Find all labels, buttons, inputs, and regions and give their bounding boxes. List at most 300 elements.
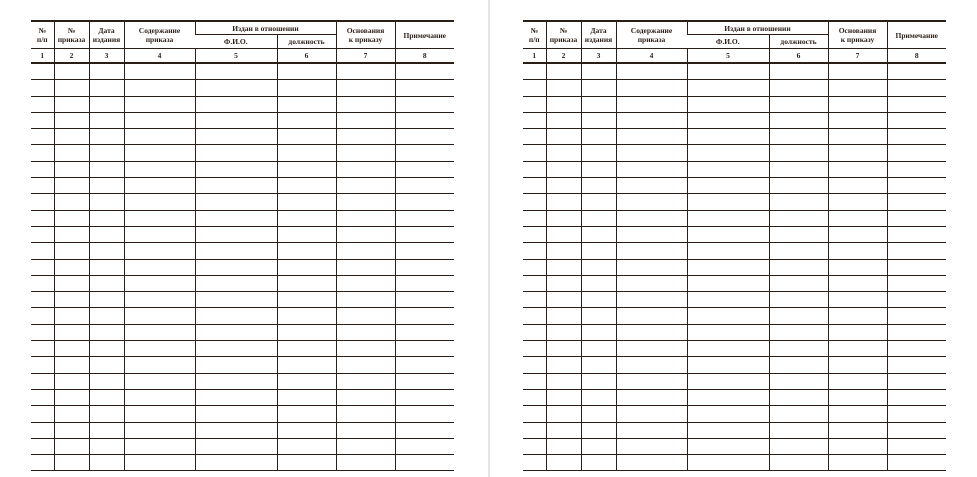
table-cell[interactable] (828, 275, 887, 291)
table-cell[interactable] (277, 292, 336, 308)
table-cell[interactable] (31, 226, 54, 242)
table-cell[interactable] (769, 210, 828, 226)
table-cell[interactable] (336, 161, 395, 177)
table-cell[interactable] (769, 275, 828, 291)
table-cell[interactable] (195, 80, 277, 96)
table-cell[interactable] (769, 96, 828, 112)
table-cell[interactable] (124, 341, 195, 357)
table-cell[interactable] (395, 275, 454, 291)
table-cell[interactable] (195, 357, 277, 373)
table-cell[interactable] (616, 406, 687, 422)
table-cell[interactable] (89, 438, 124, 454)
table-cell[interactable] (31, 455, 54, 471)
table-cell[interactable] (581, 226, 616, 242)
table-cell[interactable] (336, 406, 395, 422)
table-cell[interactable] (887, 178, 946, 194)
table-cell[interactable] (31, 389, 54, 405)
table-cell[interactable] (523, 145, 546, 161)
table-cell[interactable] (336, 178, 395, 194)
table-cell[interactable] (581, 129, 616, 145)
table-cell[interactable] (336, 63, 395, 80)
table-cell[interactable] (769, 406, 828, 422)
table-cell[interactable] (546, 357, 581, 373)
table-cell[interactable] (195, 259, 277, 275)
table-cell[interactable] (195, 129, 277, 145)
table-cell[interactable] (124, 373, 195, 389)
table-cell[interactable] (887, 455, 946, 471)
table-cell[interactable] (546, 161, 581, 177)
table-cell[interactable] (687, 389, 769, 405)
table-cell[interactable] (887, 210, 946, 226)
table-cell[interactable] (336, 438, 395, 454)
table-cell[interactable] (336, 210, 395, 226)
table-cell[interactable] (887, 129, 946, 145)
table-cell[interactable] (195, 178, 277, 194)
table-cell[interactable] (687, 455, 769, 471)
table-cell[interactable] (546, 80, 581, 96)
table-cell[interactable] (546, 194, 581, 210)
table-cell[interactable] (395, 161, 454, 177)
table-cell[interactable] (616, 341, 687, 357)
table-cell[interactable] (31, 422, 54, 438)
table-cell[interactable] (887, 357, 946, 373)
table-cell[interactable] (336, 96, 395, 112)
table-cell[interactable] (336, 455, 395, 471)
table-cell[interactable] (395, 455, 454, 471)
table-cell[interactable] (54, 292, 89, 308)
table-cell[interactable] (581, 145, 616, 161)
table-cell[interactable] (277, 178, 336, 194)
table-cell[interactable] (887, 308, 946, 324)
table-cell[interactable] (54, 194, 89, 210)
table-cell[interactable] (395, 341, 454, 357)
table-cell[interactable] (616, 292, 687, 308)
table-cell[interactable] (581, 194, 616, 210)
table-cell[interactable] (124, 96, 195, 112)
table-cell[interactable] (581, 455, 616, 471)
table-cell[interactable] (89, 210, 124, 226)
table-cell[interactable] (195, 292, 277, 308)
table-cell[interactable] (616, 145, 687, 161)
table-cell[interactable] (523, 389, 546, 405)
table-cell[interactable] (546, 438, 581, 454)
table-cell[interactable] (687, 324, 769, 340)
table-cell[interactable] (687, 259, 769, 275)
table-cell[interactable] (887, 373, 946, 389)
table-cell[interactable] (395, 226, 454, 242)
table-cell[interactable] (277, 194, 336, 210)
table-cell[interactable] (769, 129, 828, 145)
table-cell[interactable] (89, 341, 124, 357)
table-cell[interactable] (581, 373, 616, 389)
table-cell[interactable] (687, 129, 769, 145)
table-cell[interactable] (195, 112, 277, 128)
table-cell[interactable] (769, 357, 828, 373)
table-cell[interactable] (616, 373, 687, 389)
table-cell[interactable] (54, 357, 89, 373)
table-cell[interactable] (769, 292, 828, 308)
table-cell[interactable] (523, 308, 546, 324)
table-cell[interactable] (54, 161, 89, 177)
table-cell[interactable] (89, 308, 124, 324)
table-cell[interactable] (828, 324, 887, 340)
table-cell[interactable] (395, 96, 454, 112)
table-cell[interactable] (195, 341, 277, 357)
table-cell[interactable] (523, 129, 546, 145)
table-cell[interactable] (546, 422, 581, 438)
table-cell[interactable] (31, 161, 54, 177)
table-cell[interactable] (769, 80, 828, 96)
table-cell[interactable] (124, 357, 195, 373)
table-cell[interactable] (89, 80, 124, 96)
table-cell[interactable] (395, 112, 454, 128)
table-cell[interactable] (523, 422, 546, 438)
table-cell[interactable] (124, 80, 195, 96)
table-cell[interactable] (89, 259, 124, 275)
table-cell[interactable] (54, 96, 89, 112)
table-cell[interactable] (31, 129, 54, 145)
table-cell[interactable] (277, 455, 336, 471)
table-cell[interactable] (124, 161, 195, 177)
table-cell[interactable] (546, 455, 581, 471)
table-cell[interactable] (277, 259, 336, 275)
table-cell[interactable] (523, 210, 546, 226)
table-cell[interactable] (546, 243, 581, 259)
table-cell[interactable] (616, 178, 687, 194)
table-cell[interactable] (124, 422, 195, 438)
table-cell[interactable] (336, 194, 395, 210)
table-cell[interactable] (124, 226, 195, 242)
table-cell[interactable] (828, 455, 887, 471)
table-cell[interactable] (395, 243, 454, 259)
table-cell[interactable] (124, 178, 195, 194)
table-cell[interactable] (336, 341, 395, 357)
table-cell[interactable] (395, 80, 454, 96)
table-cell[interactable] (887, 275, 946, 291)
table-cell[interactable] (195, 324, 277, 340)
table-cell[interactable] (523, 243, 546, 259)
table-cell[interactable] (395, 210, 454, 226)
table-cell[interactable] (523, 275, 546, 291)
table-cell[interactable] (887, 161, 946, 177)
table-cell[interactable] (31, 178, 54, 194)
table-cell[interactable] (31, 275, 54, 291)
table-cell[interactable] (336, 112, 395, 128)
table-cell[interactable] (581, 422, 616, 438)
table-cell[interactable] (828, 389, 887, 405)
table-cell[interactable] (336, 243, 395, 259)
table-cell[interactable] (523, 292, 546, 308)
table-cell[interactable] (89, 389, 124, 405)
table-cell[interactable] (616, 226, 687, 242)
table-cell[interactable] (124, 259, 195, 275)
table-cell[interactable] (687, 63, 769, 80)
table-cell[interactable] (546, 259, 581, 275)
table-cell[interactable] (887, 438, 946, 454)
table-cell[interactable] (769, 112, 828, 128)
table-cell[interactable] (89, 292, 124, 308)
table-cell[interactable] (195, 438, 277, 454)
table-cell[interactable] (769, 341, 828, 357)
table-cell[interactable] (546, 210, 581, 226)
table-cell[interactable] (336, 373, 395, 389)
table-cell[interactable] (523, 161, 546, 177)
table-cell[interactable] (687, 226, 769, 242)
table-cell[interactable] (395, 324, 454, 340)
table-cell[interactable] (277, 210, 336, 226)
table-cell[interactable] (769, 178, 828, 194)
table-cell[interactable] (395, 129, 454, 145)
table-cell[interactable] (687, 243, 769, 259)
table-cell[interactable] (336, 80, 395, 96)
table-cell[interactable] (616, 80, 687, 96)
table-cell[interactable] (887, 226, 946, 242)
table-cell[interactable] (769, 308, 828, 324)
table-cell[interactable] (828, 226, 887, 242)
table-cell[interactable] (581, 357, 616, 373)
table-cell[interactable] (616, 438, 687, 454)
table-cell[interactable] (124, 455, 195, 471)
table-cell[interactable] (687, 275, 769, 291)
table-cell[interactable] (336, 259, 395, 275)
table-cell[interactable] (124, 243, 195, 259)
table-cell[interactable] (395, 178, 454, 194)
table-cell[interactable] (887, 341, 946, 357)
table-cell[interactable] (395, 292, 454, 308)
table-cell[interactable] (54, 389, 89, 405)
table-cell[interactable] (124, 210, 195, 226)
table-cell[interactable] (277, 145, 336, 161)
table-cell[interactable] (336, 389, 395, 405)
table-cell[interactable] (395, 406, 454, 422)
table-cell[interactable] (395, 308, 454, 324)
table-cell[interactable] (31, 406, 54, 422)
table-cell[interactable] (195, 389, 277, 405)
table-cell[interactable] (523, 194, 546, 210)
table-cell[interactable] (336, 129, 395, 145)
table-cell[interactable] (687, 341, 769, 357)
table-cell[interactable] (54, 145, 89, 161)
table-cell[interactable] (828, 63, 887, 80)
table-cell[interactable] (616, 63, 687, 80)
table-cell[interactable] (546, 275, 581, 291)
table-cell[interactable] (887, 324, 946, 340)
table-cell[interactable] (828, 422, 887, 438)
table-cell[interactable] (616, 422, 687, 438)
table-cell[interactable] (54, 438, 89, 454)
table-cell[interactable] (581, 161, 616, 177)
table-cell[interactable] (31, 243, 54, 259)
table-cell[interactable] (828, 194, 887, 210)
table-cell[interactable] (124, 275, 195, 291)
table-cell[interactable] (89, 324, 124, 340)
table-cell[interactable] (523, 226, 546, 242)
table-cell[interactable] (523, 80, 546, 96)
table-cell[interactable] (687, 161, 769, 177)
table-cell[interactable] (523, 324, 546, 340)
table-cell[interactable] (54, 308, 89, 324)
table-cell[interactable] (616, 194, 687, 210)
table-cell[interactable] (687, 406, 769, 422)
table-cell[interactable] (277, 438, 336, 454)
table-cell[interactable] (124, 292, 195, 308)
table-cell[interactable] (828, 243, 887, 259)
table-cell[interactable] (395, 389, 454, 405)
table-cell[interactable] (616, 96, 687, 112)
table-cell[interactable] (828, 406, 887, 422)
table-cell[interactable] (54, 178, 89, 194)
table-cell[interactable] (769, 373, 828, 389)
table-cell[interactable] (31, 145, 54, 161)
table-cell[interactable] (616, 389, 687, 405)
table-cell[interactable] (124, 194, 195, 210)
table-cell[interactable] (395, 145, 454, 161)
table-cell[interactable] (31, 112, 54, 128)
table-cell[interactable] (523, 455, 546, 471)
table-cell[interactable] (523, 373, 546, 389)
table-cell[interactable] (195, 63, 277, 80)
table-cell[interactable] (277, 161, 336, 177)
table-cell[interactable] (887, 112, 946, 128)
table-cell[interactable] (336, 357, 395, 373)
table-cell[interactable] (395, 373, 454, 389)
table-cell[interactable] (54, 112, 89, 128)
table-cell[interactable] (581, 275, 616, 291)
table-cell[interactable] (687, 194, 769, 210)
table-cell[interactable] (546, 406, 581, 422)
table-cell[interactable] (31, 259, 54, 275)
table-cell[interactable] (31, 341, 54, 357)
table-cell[interactable] (54, 275, 89, 291)
table-cell[interactable] (828, 178, 887, 194)
table-cell[interactable] (887, 389, 946, 405)
table-cell[interactable] (887, 194, 946, 210)
table-cell[interactable] (616, 210, 687, 226)
table-cell[interactable] (687, 145, 769, 161)
table-cell[interactable] (195, 226, 277, 242)
table-cell[interactable] (277, 341, 336, 357)
table-cell[interactable] (687, 96, 769, 112)
table-cell[interactable] (336, 292, 395, 308)
table-cell[interactable] (31, 324, 54, 340)
table-cell[interactable] (616, 112, 687, 128)
table-cell[interactable] (124, 145, 195, 161)
table-cell[interactable] (277, 80, 336, 96)
table-cell[interactable] (124, 308, 195, 324)
table-cell[interactable] (89, 373, 124, 389)
table-cell[interactable] (523, 178, 546, 194)
table-cell[interactable] (336, 275, 395, 291)
table-cell[interactable] (581, 259, 616, 275)
table-cell[interactable] (581, 389, 616, 405)
table-cell[interactable] (546, 292, 581, 308)
table-cell[interactable] (54, 80, 89, 96)
table-cell[interactable] (31, 63, 54, 80)
table-cell[interactable] (616, 357, 687, 373)
table-cell[interactable] (54, 455, 89, 471)
table-cell[interactable] (828, 80, 887, 96)
table-cell[interactable] (89, 145, 124, 161)
table-cell[interactable] (546, 373, 581, 389)
table-cell[interactable] (89, 112, 124, 128)
table-cell[interactable] (277, 422, 336, 438)
table-cell[interactable] (277, 357, 336, 373)
table-cell[interactable] (546, 226, 581, 242)
table-cell[interactable] (336, 422, 395, 438)
table-cell[interactable] (395, 357, 454, 373)
table-cell[interactable] (546, 324, 581, 340)
table-cell[interactable] (887, 292, 946, 308)
table-cell[interactable] (336, 324, 395, 340)
table-cell[interactable] (195, 161, 277, 177)
table-cell[interactable] (89, 194, 124, 210)
table-cell[interactable] (523, 438, 546, 454)
table-cell[interactable] (195, 455, 277, 471)
table-cell[interactable] (616, 308, 687, 324)
table-cell[interactable] (523, 112, 546, 128)
table-cell[interactable] (581, 80, 616, 96)
table-cell[interactable] (581, 243, 616, 259)
table-cell[interactable] (89, 406, 124, 422)
table-cell[interactable] (828, 373, 887, 389)
table-cell[interactable] (89, 178, 124, 194)
table-cell[interactable] (395, 259, 454, 275)
table-cell[interactable] (89, 357, 124, 373)
table-cell[interactable] (887, 80, 946, 96)
table-cell[interactable] (54, 226, 89, 242)
table-cell[interactable] (124, 112, 195, 128)
table-cell[interactable] (195, 373, 277, 389)
table-cell[interactable] (887, 243, 946, 259)
table-cell[interactable] (31, 96, 54, 112)
table-cell[interactable] (523, 406, 546, 422)
table-cell[interactable] (54, 129, 89, 145)
table-cell[interactable] (54, 210, 89, 226)
table-cell[interactable] (828, 259, 887, 275)
table-cell[interactable] (277, 389, 336, 405)
table-cell[interactable] (277, 243, 336, 259)
table-cell[interactable] (769, 194, 828, 210)
table-cell[interactable] (124, 438, 195, 454)
table-cell[interactable] (581, 178, 616, 194)
table-cell[interactable] (581, 112, 616, 128)
table-cell[interactable] (581, 292, 616, 308)
table-cell[interactable] (277, 129, 336, 145)
table-cell[interactable] (31, 292, 54, 308)
table-cell[interactable] (887, 422, 946, 438)
table-cell[interactable] (769, 243, 828, 259)
table-cell[interactable] (395, 438, 454, 454)
table-cell[interactable] (887, 96, 946, 112)
table-cell[interactable] (828, 96, 887, 112)
table-cell[interactable] (581, 63, 616, 80)
table-cell[interactable] (89, 161, 124, 177)
table-cell[interactable] (195, 96, 277, 112)
table-cell[interactable] (523, 96, 546, 112)
table-cell[interactable] (769, 455, 828, 471)
table-cell[interactable] (31, 308, 54, 324)
table-cell[interactable] (89, 129, 124, 145)
table-cell[interactable] (54, 63, 89, 80)
table-cell[interactable] (828, 438, 887, 454)
table-cell[interactable] (523, 259, 546, 275)
table-cell[interactable] (687, 112, 769, 128)
table-cell[interactable] (687, 422, 769, 438)
table-cell[interactable] (828, 357, 887, 373)
table-cell[interactable] (89, 63, 124, 80)
table-cell[interactable] (616, 455, 687, 471)
table-cell[interactable] (54, 341, 89, 357)
